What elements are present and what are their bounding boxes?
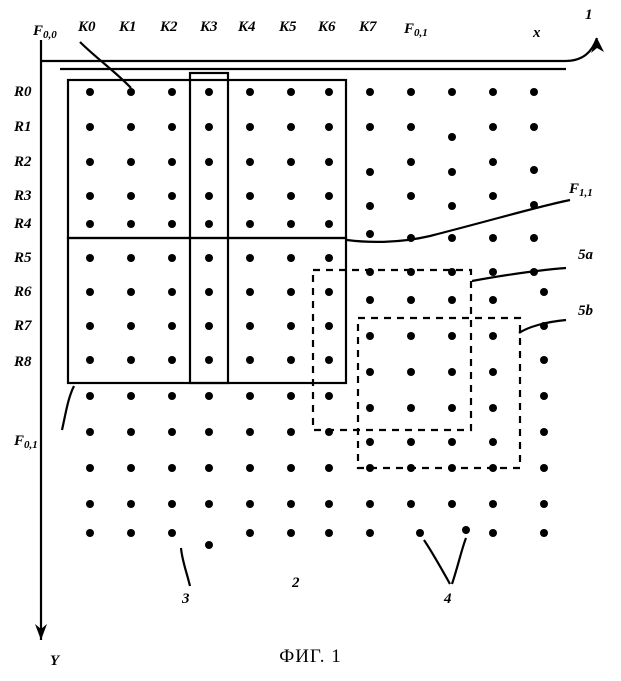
label-f11: $F_{1,1}$: [569, 181, 593, 199]
column-label-k7: K7: [359, 19, 377, 35]
ref-numeral-5b: 5b: [578, 303, 593, 319]
row-label-r0: R0: [14, 84, 32, 100]
ref-numeral-1: 1: [585, 7, 593, 23]
ref-numeral-5a: 5a: [578, 247, 593, 263]
row-label-r8: R8: [14, 354, 32, 370]
figure-caption: ФИГ. 1: [279, 646, 342, 667]
leader-4b: [452, 538, 466, 584]
label-f01-left: $F_{0,1}$: [14, 433, 38, 451]
row-label-r5: R5: [14, 250, 32, 266]
column-label-k4: K4: [238, 19, 256, 35]
column-label-k5: K5: [279, 19, 297, 35]
ref-numeral-4: 4: [444, 591, 452, 607]
row-label-r7: R7: [14, 318, 32, 334]
column-label-k0: K0: [78, 19, 96, 35]
row-label-r6: R6: [14, 284, 32, 300]
label-f01-top: $F_{0,1}$: [404, 21, 428, 39]
column-label-k6: K6: [318, 19, 336, 35]
axis-y-label: Y: [50, 653, 60, 669]
column-label-k2: K2: [160, 19, 178, 35]
ref-numeral-3: 3: [182, 591, 190, 607]
row-label-r2: R2: [14, 154, 32, 170]
axis-x-label: x: [533, 25, 541, 41]
column-label-k3: K3: [200, 19, 218, 35]
row-label-r1: R1: [14, 119, 32, 135]
leader-f01-left: [62, 386, 74, 430]
leader-5a: [472, 268, 566, 281]
dashed-rect-5a: [313, 270, 471, 430]
column-label-k1: K1: [119, 19, 137, 35]
leader-3: [181, 548, 190, 586]
ref-numeral-2: 2: [292, 575, 300, 591]
dashed-rect-5b: [358, 318, 520, 468]
leader-4a: [424, 540, 450, 584]
row-label-r4: R4: [14, 216, 32, 232]
row-label-r3: R3: [14, 188, 32, 204]
x-axis: [41, 38, 597, 61]
label-f00: $F_{0,0}$: [33, 23, 57, 41]
